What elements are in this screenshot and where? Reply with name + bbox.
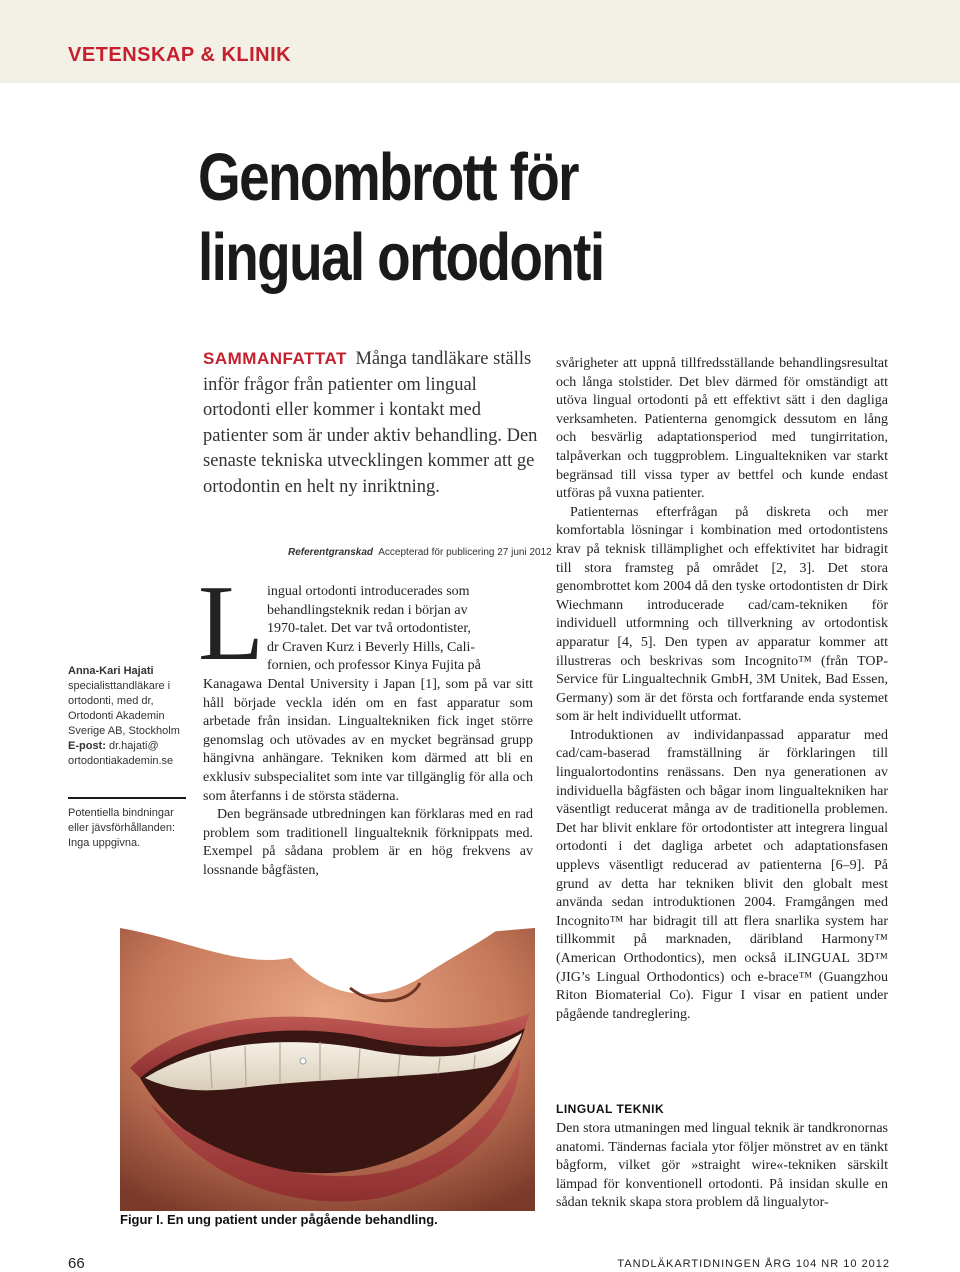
dropcap-line-1: ingual ortodonti introducerades som <box>267 584 470 599</box>
review-note <box>288 547 552 558</box>
smile-photo-illustration <box>120 928 535 1211</box>
author-name: Anna-Kari Hajati <box>68 665 154 677</box>
subheading-lingual-teknik: LINGUAL TEKNIK <box>556 1102 665 1116</box>
dropcap-line-4: dr Craven Kurz i Beverly Hills, Cali- <box>267 639 476 655</box>
body-column-2 <box>556 355 888 1024</box>
journal-footer: TANDLÄKARTIDNINGEN ÅRG 104 NR 10 2012 <box>617 1258 890 1270</box>
body-paragraph-1 <box>203 583 533 806</box>
section-label: VETENSKAP & KLINIK <box>68 44 292 66</box>
body-column-2-continued <box>556 1120 888 1213</box>
review-text: Accepterad för publicering 27 juni 2012 <box>378 547 552 558</box>
dropcap-line-2: behandlingsteknik redan i början av <box>267 602 468 618</box>
body-paragraph-6: Den stora utmaningen med lingual teknik är tandkronornas anatomi. Tändernas faciala ytor följer mönstret av en tänkt bågform, vilket gör »straight wire«-tekniken särskilt lämpad för konventionell ortodonti. På insidan skulle en sådan teknik skapa stora problem då lingualytor- <box>556 1121 888 1211</box>
drop-cap: L <box>198 564 264 683</box>
abstract-text: Många tandläkare ställs inför frågor från patienter om lingual ortodonti eller kommer i kontakt med patienter som är under aktiv behandling. Den senaste tekniska utvecklingen kommer att ge ortodontin en helt ny inriktning. <box>203 349 538 497</box>
figure-caption: Figur I. En ung patient under pågående behandling. <box>120 1212 438 1227</box>
review-label: Referentgranskad <box>288 547 374 558</box>
conflict-of-interest: Potentiella bindningar eller jävsförhållanden: Inga uppgivna. <box>68 807 176 849</box>
author-email: dr.hajati@ ortodontiakademin.se <box>68 740 174 767</box>
body-column-1 <box>203 583 533 881</box>
figure-photo <box>120 928 535 1211</box>
email-label: E-post: <box>68 740 106 752</box>
title-line-2: lingual ortodonti <box>198 220 604 295</box>
abstract-lead: SAMMANFATTAT <box>203 349 347 368</box>
body-paragraph-2: Den begränsade utbredningen kan förklaras med en rad problem som traditionell lingualteknik förknippats med. Exempel på sådana problem är en hög frekvens av lossnande bågfästen, <box>203 807 533 878</box>
header-band <box>0 0 960 83</box>
page-number: 66 <box>68 1255 85 1272</box>
article-title <box>198 138 603 298</box>
author-box <box>68 664 188 769</box>
body-paragraph-1-rest: Kanagawa Dental University i Japan [1], som på var sitt håll började veckla idén om en fast apparatur som arbetade från insidan. Lingualtekniken fick inget större genomslag och utövades av en mycket begränsad grupp hängivna anhängare. Tekniken kom därmed att bli en exklusiv subspecialitet som inte var tillgänglig för alla och som återfanns i de största städerna. <box>203 676 533 804</box>
author-title: specialisttandläkare i ortodonti, med dr, Ortodonti Akademin Sverige AB, Stockholm <box>68 680 180 737</box>
dropcap-line-3: 1970-talet. Det var två ortodontister, <box>267 621 471 637</box>
body-paragraph-3: svårigheter att uppnå tillfredsställande behandlingsresultat och långa stolstider. Det blev därmed för omständigt att utöva lingual ortodonti på ett effektivt sätt i den dagliga verksamheten. Patienterna genomgick dessutom en lång och besvärlig adaptationsperiod med tungirritation, talpåverkan och tuggproblem. Lingualtekniken var starkt begränsad till vissa typer av bettfel och kunde endast utföras på vuxna patienter. <box>556 356 888 502</box>
body-paragraph-4: Patienternas efterfrågan på diskreta och mer komfortabla lösningar i kombination med ortodontistens krav på teknisk tillämplighet och effektivitet har bidragit till stora framsteg på området [2, 3]. Det stora genombrottet kom 2004 då den tyske ortodontisten dr Dirk Wiechmann introducerade cad/cam-tekniken för individuell utformning och tillverkning av ortodontisk apparatur [4, 5]. Den typen av apparatur kommer att illustreras och beskrivas som Incognito™ (från TOP-Service für Lingualtechnik GmbH, 3M Unitek, Bad Essen, Germany) som är det första och fortfarande enda systemet som är helt individuellt utformat. <box>556 504 888 725</box>
body-paragraph-5: Introduktionen av individanpassad apparatur med cad/cam-baserad framställning är förklaringen till lingualortodontins renässans. Den nya generationen av individuella bågfästen och bågar inom lingualtekniken har väsentligt reducerat många av de traditionella problemen. Det har blivit enklare för ortodontister att integrera lingual ortodonti i det dagliga arbetet och adaptationsfasen upplevs väsentligt reducerad av patienterna [6–9]. På grund av detta har tekniken blivit den globalt mest använda sedan introduktionen 2004. Framgången med Incognito™ har bidragit till att flera snarlika system har tillkommit på marknaden, däribland Harmony™ (American Orthodontics), men också iLINGUAL 3D™ (JIG’s Lingual Orthodontics) och e-brace™ (Guangzhou Riton Biomaterial Co). Figur I visar en patient under pågående tandreglering. <box>556 727 888 1022</box>
dropcap-line-5: fornien, och professor Kinya Fujita på <box>267 658 481 674</box>
abstract <box>203 346 543 500</box>
title-line-1: Genombrott för <box>198 140 578 215</box>
divider <box>68 797 186 799</box>
